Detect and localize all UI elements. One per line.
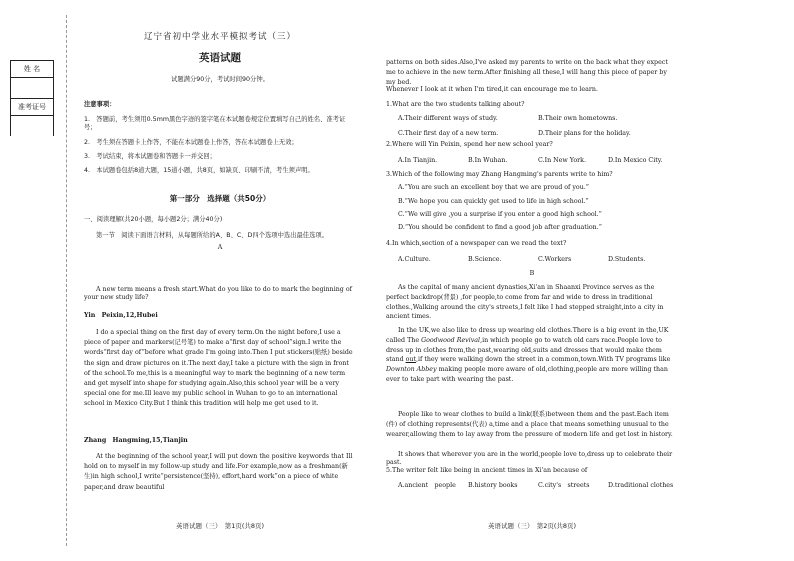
paragraph-last: Whenever I look at it when I'm tired,it can encourage me to learn. xyxy=(386,86,598,93)
option-d: D.In Mexico City. xyxy=(608,157,663,165)
note-item: 3. 考试结束，将本试题卷和答题卡一并交回； xyxy=(84,152,216,160)
note-item: 2. 考生须在答题卡上作答，不能在本试题卷上作答，答在本试题卷上无效； xyxy=(84,138,298,146)
binding-line xyxy=(66,15,67,546)
option-a: A.Their different ways of study. xyxy=(398,115,498,123)
b2-text-2: ,in which people go to watch old cars race.People love to dress up in clothes from,the past,wearing old,suits and dresses that would make them stand xyxy=(386,336,662,364)
note-item: 1. 答题前，考生须用0.5mm黑色字迹的签字笔在本试题卷规定位置填写自己的姓名、准考证号； xyxy=(84,116,346,132)
paragraph-zhang: At the beginning of the school year,I will put down the positive keywords that Ill hold on to myself in my follow-up study and life.For example,now as a freshman(新生)in high school,I write“persistence(坚持), effort,hard work”on a piece of white paper,and draw beautiful xyxy=(84,453,353,491)
b2-text-4: making people more aware of old,clothing,people are more willing than ever to take part with wearing the past. xyxy=(386,366,668,383)
option-a: A.Culture. xyxy=(398,256,431,264)
tv-program-name: Downton Abbey xyxy=(386,366,437,373)
question-stem: 5.The writer felt like being in ancient times in Xi'an because of xyxy=(386,467,588,474)
student-name-2: Zhang Hangming,15,Tianjin xyxy=(84,437,188,444)
passage-b-label: B xyxy=(529,270,535,277)
question-2 xyxy=(386,141,678,166)
passage-b-paragraph-2 xyxy=(386,326,678,385)
option-a: A.ancient people xyxy=(398,482,456,490)
b2-text-3: ,if they were walking down the street in a common,town.With TV programs like xyxy=(416,356,671,364)
exam-number-field xyxy=(10,116,54,136)
passage-b-paragraph-1: As the capital of many ancient dynasties,Xi'an in Shaanxi Province serves as the perfect backdrop(背景) ,for people,to come from far and wide to dress in traditional clothes.,Walking around the city's streets,I felt like I had stepped straight,into a city in ancient times. xyxy=(386,284,664,321)
notes-list xyxy=(84,116,356,175)
option-b: B.In Wuhan. xyxy=(468,157,508,165)
page-1-footer: 英语试题（三） 第1页(共8页) xyxy=(175,522,265,530)
section1-instruction: 第一节 阅读下面语言材料，从每题所给的A、B、C、D四个选项中选出最佳选项。 xyxy=(96,232,328,239)
page-2-footer: 英语试题（三） 第2页(共8页) xyxy=(487,522,577,530)
option-d: D.Students. xyxy=(608,256,646,264)
option-d: D.“You should be confident to find a good job after graduation.” xyxy=(398,224,602,232)
question-3 xyxy=(386,171,678,232)
option-d: D.Their plans for the holiday. xyxy=(538,129,631,137)
option-c: C.city's streets xyxy=(538,482,590,490)
event-name: Goodwood Revival xyxy=(421,336,481,344)
name-field xyxy=(10,78,54,98)
binding-strip xyxy=(10,60,54,136)
passage-b-paragraph-3: People like to wear clothes to build a link(联系)between them and the past.Each item (件) of clothing represents(代表) a,time and a place that means something unusual to the wearer,allowing them to lay away from the pressure of modern life and get lost in history. xyxy=(386,411,673,438)
exam-number-label: 准考证号 xyxy=(10,98,54,116)
question-5 xyxy=(386,467,678,491)
option-c: C.Their first day of a new term. xyxy=(398,129,499,137)
b2-text-1: In the UK,we also like to dress up wearing old clothes.There is a big event in the,UK called The xyxy=(386,327,669,344)
option-c: C.“We will give ,you a surprise if you enter a good high school.” xyxy=(398,210,602,218)
subject-title: 英语试题 xyxy=(199,52,241,64)
name-label: 姓 名 xyxy=(10,60,54,78)
option-a: A.In Tianjin. xyxy=(398,157,438,165)
intro-paragraph: A new term means a fresh start.What do you like to do to mark the beginning of your new study life? xyxy=(84,286,352,302)
question-1 xyxy=(386,101,678,138)
question-stem: 3.Which of the following may Zhang Hangming's parents write to him? xyxy=(386,171,613,178)
time-note: 试题满分90分，考试时间90分钟。 xyxy=(171,76,269,83)
option-b: B.Science. xyxy=(468,256,502,264)
section1-heading: 一、阅读理解(共20小题，每小题2分；满分40分) xyxy=(84,216,223,223)
question-stem: 2.Where will Yin Peixin, spend her new school year? xyxy=(386,141,553,148)
underlined-word: out xyxy=(405,356,416,364)
option-d: D.traditional clothes xyxy=(608,482,674,490)
passage-a-label: A xyxy=(217,244,223,251)
note-item: 4. 本试题卷包括8道大题，15道小题，共8页，如缺页、印刷不清，考生须声明。 xyxy=(84,167,314,175)
option-c: C.Workers xyxy=(538,256,572,264)
option-b: B.history books xyxy=(468,482,518,490)
question-4 xyxy=(386,240,678,265)
option-b: B.“We hope you can quickly get used to life in high school.” xyxy=(398,197,589,205)
student-name-1: Yin Peixin,12,Hubei xyxy=(84,312,158,319)
passage-b-paragraph-4: It shows that wherever you are in the world,people love to,dress up to celebrate their past. xyxy=(386,451,673,467)
option-b: B.Their own hometowns. xyxy=(538,115,618,123)
question-stem: 4.In which,section of a newspaper can we read the text? xyxy=(386,240,567,247)
paragraph-yin: I do a special thing on the first day of every term.On the night before,I use a piece of paper and markers(记号笔) to make a“first day of school”sign.I write the words“first day of”before what grade I'm going into.Then I put stickers(贴纸) beside the sign and draw pictures on it.The next day,I take a picture with the sign in front of the school.To me,this is a meaningful way to mark the beginning of a new term and get myself into shape for studying again.Also,this school year will be a very special one for me.Ill leave my public school in Wuhan to go to an international school in Mexico City.But I think this tradition will help me get used to it. xyxy=(84,329,353,408)
exam-title: 辽宁省初中学业水平模拟考试（三） xyxy=(143,32,296,42)
paragraph-continued: patterns on both sides.Also,I've asked my parents to write on the back what they expect me to achieve in the new term.After finishing all these,I will hang this piece of paper by my bed. xyxy=(386,59,668,86)
question-stem: 1.What are the two students talking about? xyxy=(386,101,525,108)
notes-heading: 注意事项： xyxy=(84,101,116,108)
option-a: A.“You are such an excellent boy that we are proud of you.” xyxy=(398,184,589,192)
option-c: C.In New York. xyxy=(538,157,586,165)
part1-heading: 第一部分 选择题（共50分） xyxy=(169,194,271,203)
